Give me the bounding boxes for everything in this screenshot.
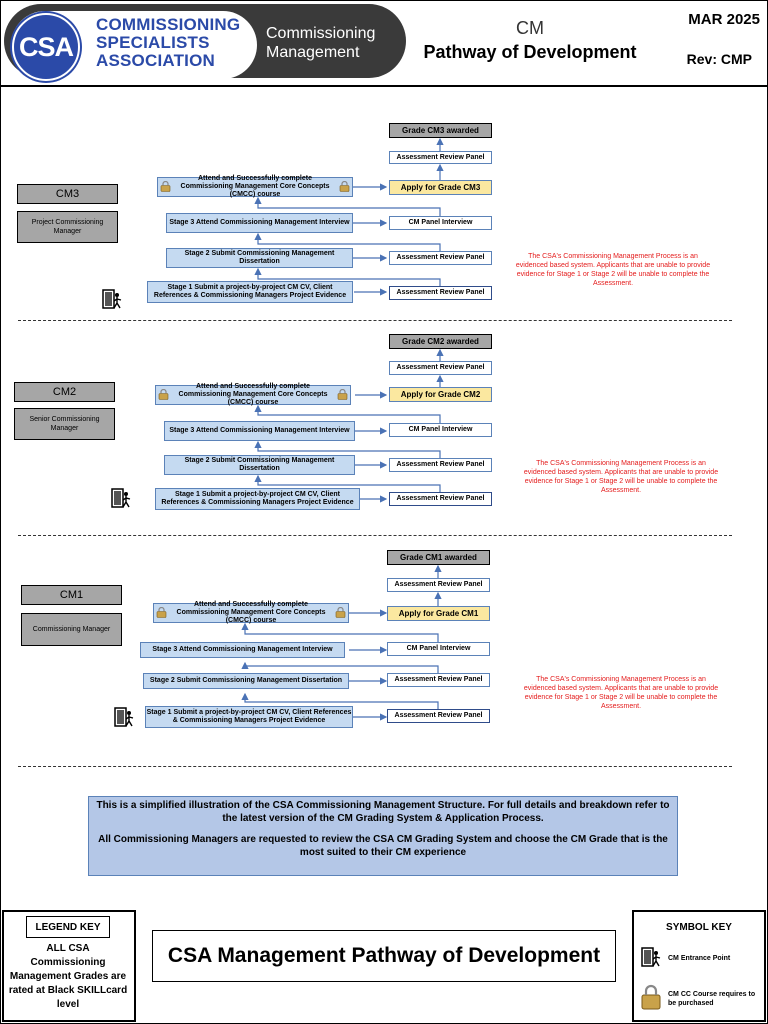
section-divider <box>18 320 732 321</box>
awarded-box-cm2: Grade CM2 awarded <box>389 334 492 349</box>
section-divider <box>18 535 732 536</box>
info-box <box>88 796 678 876</box>
stage1-box-cm2: Stage 1 Submit a project-by-project CM CV, Client References & Commissioning Managers Project Evidence <box>155 488 360 510</box>
evidence-note-cm3: The CSA's Commissioning Management Process is an evidenced based system. Applicants that are unable to provide evidence for Stage 1 or Stage 2 will be unable to complete the Assessment. <box>515 253 711 287</box>
review-panel-2-cm2: Assessment Review Panel <box>389 458 492 472</box>
info-paragraph: This is a simplified illustration of the CSA Commissioning Management Structure. For full details and breakdown refer to the latest version of the CM Grading System & Application Process. <box>96 800 670 824</box>
stage3-box-cm3: Stage 3 Attend Commissioning Management Interview <box>166 213 353 233</box>
interview-panel-cm1: CM Panel Interview <box>387 642 490 656</box>
logo-name-line: SPECIALISTS <box>96 33 210 52</box>
logo-name-line: ASSOCIATION <box>96 51 216 70</box>
csa-logo-icon: CSA <box>12 13 80 81</box>
role-tag-cm2: Senior Commissioning Manager <box>14 408 115 440</box>
awarded-box-cm3: Grade CM3 awarded <box>389 123 492 138</box>
logo-subtitle-line: Management <box>266 44 360 61</box>
padlock-icon <box>160 181 171 192</box>
door-entrance-icon <box>110 487 132 509</box>
door-entrance-icon <box>640 946 662 968</box>
symbol-course-label: CM CC Course requires to be purchased <box>668 991 756 1007</box>
doc-revision: Rev: CMP <box>686 51 752 67</box>
apply-box-cm1: Apply for Grade CM1 <box>387 606 490 621</box>
logo-subtitle-line: Commissioning <box>266 25 376 42</box>
role-tag-cm1: Commissioning Manager <box>21 613 122 646</box>
stage2-box-cm3: Stage 2 Submit Commissioning Management Dissertation <box>166 248 353 268</box>
grade-tag-cm3: CM3 <box>17 184 118 204</box>
door-entrance-icon <box>113 706 135 728</box>
interview-panel-cm3: CM Panel Interview <box>389 216 492 230</box>
main-title: CSA Management Pathway of Development <box>152 930 616 982</box>
stage3-box-cm2: Stage 3 Attend Commissioning Management Interview <box>164 421 355 441</box>
doc-date: MAR 2025 <box>688 11 760 28</box>
review-panel-top-cm1: Assessment Review Panel <box>387 578 490 592</box>
cmcc-course-cm3: Attend and Successfully complete Commissioning Management Core Concepts (CMCC) course <box>157 177 353 197</box>
review-panel-top-cm2: Assessment Review Panel <box>389 361 492 375</box>
padlock-icon <box>337 389 348 400</box>
padlock-icon <box>156 607 167 618</box>
awarded-box-cm1: Grade CM1 awarded <box>387 550 490 565</box>
logo-name-line: COMMISSIONING <box>96 15 241 34</box>
symbol-entrance-label: CM Entrance Point <box>668 955 731 962</box>
doc-code: CM <box>516 18 544 38</box>
padlock-icon <box>335 607 346 618</box>
stage1-box-cm3: Stage 1 Submit a project-by-project CM CV, Client References & Commissioning Managers Project Evidence <box>147 281 353 303</box>
evidence-note-cm2: The CSA's Commissioning Management Process is an evidenced based system. Applicants that are unable to provide evidence for Stage 1 or Stage 2 will be unable to complete the Assessment. <box>523 460 719 494</box>
flow-arrow <box>245 624 438 642</box>
symbol-key <box>632 910 766 1022</box>
symbol-key-title: SYMBOL KEY <box>666 922 732 933</box>
padlock-icon <box>339 181 350 192</box>
cmcc-course-cm1: Attend and Successfully complete Commissioning Management Core Concepts (CMCC) course <box>153 603 349 623</box>
review-panel-2-cm3: Assessment Review Panel <box>389 251 492 265</box>
grade-tag-cm2: CM2 <box>14 382 115 402</box>
stage2-box-cm2: Stage 2 Submit Commissioning Management Dissertation <box>164 455 355 475</box>
legend-body: ALL CSA Commissioning Management Grades are rated at Black SKILLcard level <box>8 943 128 1010</box>
role-tag-cm3: Project Commissioning Manager <box>17 211 118 243</box>
door-entrance-icon <box>101 288 123 310</box>
review-panel-2-cm1: Assessment Review Panel <box>387 673 490 687</box>
apply-box-cm3: Apply for Grade CM3 <box>389 180 492 195</box>
cmcc-course-cm2: Attend and Successfully complete Commissioning Management Core Concepts (CMCC) course <box>155 385 351 405</box>
info-paragraph: All Commissioning Managers are requested to review the CSA CM Grading System and choose the CM Grade that is the most suited to their CM experience <box>98 834 668 858</box>
padlock-icon <box>158 389 169 400</box>
padlock-icon <box>640 984 662 1010</box>
flow-arrow <box>245 663 438 673</box>
stage2-box-cm1: Stage 2 Submit Commissioning Management Dissertation <box>143 673 349 689</box>
review-panel-1-cm1: Assessment Review Panel <box>387 709 490 723</box>
evidence-note-cm1: The CSA's Commissioning Management Process is an evidenced based system. Applicants that are unable to provide evidence for Stage 1 or Stage 2 will be unable to complete the Assessment. <box>523 676 719 710</box>
review-panel-1-cm2: Assessment Review Panel <box>389 492 492 506</box>
stage3-box-cm1: Stage 3 Attend Commissioning Management Interview <box>140 642 345 658</box>
legend-key <box>2 910 136 1022</box>
review-panel-top-cm3: Assessment Review Panel <box>389 151 492 164</box>
apply-box-cm2: Apply for Grade CM2 <box>389 387 492 402</box>
section-divider <box>18 766 732 767</box>
grade-tag-cm1: CM1 <box>21 585 122 605</box>
review-panel-1-cm3: Assessment Review Panel <box>389 286 492 300</box>
legend-title: LEGEND KEY <box>26 916 110 938</box>
stage1-box-cm1: Stage 1 Submit a project-by-project CM CV, Client References & Commissioning Managers Project Evidence <box>145 706 353 728</box>
interview-panel-cm2: CM Panel Interview <box>389 423 492 437</box>
doc-title: Pathway of Development <box>423 42 637 62</box>
